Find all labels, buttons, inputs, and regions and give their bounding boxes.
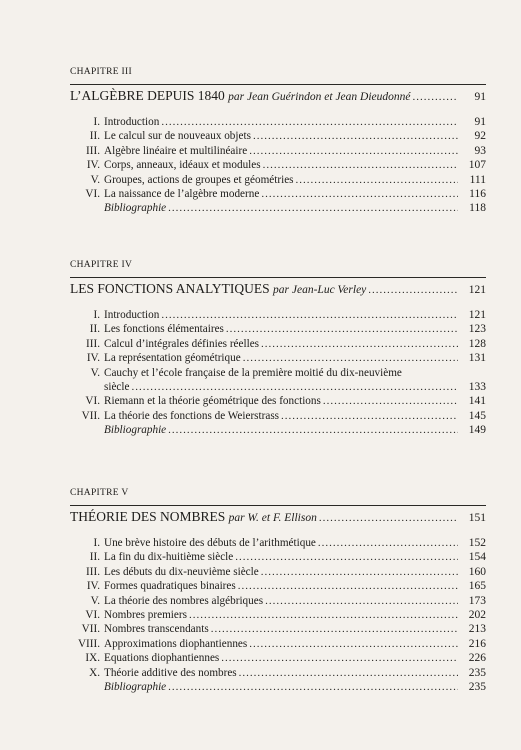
leader-dots [261,337,458,351]
section-page: 226 [468,652,486,665]
leader-dots [235,550,458,564]
section-entry [70,565,486,579]
chapter-page: 151 [468,512,486,524]
leader-dots [131,380,458,394]
section-number: V. [90,366,100,379]
section-entry-continued [70,380,486,394]
section-number: IV. [86,580,100,593]
section-page: 107 [468,159,486,172]
section-page: 145 [468,409,486,422]
section-page: 128 [468,337,486,350]
section-page: 173 [468,594,486,607]
section-number: VI. [85,188,100,201]
section-entry [70,173,486,187]
leader-dots [189,608,458,622]
section-title: Groupes, actions de groupes et géométries [104,173,294,186]
chapter-page: 121 [468,284,486,296]
section-title: Théorie additive des nombres [104,666,237,679]
leader-dots [261,565,458,579]
leader-dots [319,510,458,526]
leader-dots [161,308,458,322]
section-entry [70,608,486,622]
section-number: VI. [85,395,100,408]
leader-dots [296,173,458,187]
chapter-title-row [70,505,486,526]
section-entry [70,651,486,665]
leader-dots [368,282,458,298]
section-title: Nombres transcendants [104,623,209,636]
section-page: 133 [468,381,486,394]
section-title: La théorie des fonctions de Weierstrass [104,409,280,422]
chapter-label: CHAPITRE IV [70,260,133,270]
leader-dots [226,322,458,336]
chapter-title: L’ALGÈBRE DEPUIS 1840 [70,88,225,103]
section-entry [70,637,486,651]
section-title: La naissance de l’algèbre moderne [104,188,260,201]
chapter-authors: par Jean-Luc Verley [273,284,367,296]
section-entry [70,579,486,593]
section-entry [70,144,486,158]
leader-dots [253,129,458,143]
section-number: VI. [85,609,100,622]
section-entry [70,536,486,550]
section-title: Riemann et la théorie géométrique des fonctions [104,395,321,408]
section-number: VIII. [77,637,100,650]
leader-dots [168,680,458,694]
section-title: Bibliographie [104,202,167,215]
section-page: 149 [468,424,486,437]
leader-dots [265,594,458,608]
chapter-title-row [70,84,486,105]
section-entry [70,115,486,129]
section-number: II. [89,323,100,336]
chapter-5 [70,487,486,694]
leader-dots [161,115,458,129]
section-list [70,536,486,694]
section-number: I. [93,116,100,128]
section-page: 121 [468,309,486,321]
bibliography-entry [70,423,486,437]
section-title: Introduction [104,309,160,321]
section-page: 92 [474,130,486,143]
section-page: 154 [468,551,486,564]
chapter-title: LES FONCTIONS ANALYTIQUES [70,281,270,296]
leader-dots [239,666,458,680]
section-entry [70,322,486,336]
section-entry [70,550,486,564]
section-page: 131 [468,352,486,365]
section-page: 152 [468,537,486,549]
leader-dots [281,409,458,423]
section-number: IV. [86,159,100,172]
section-page: 165 [468,580,486,593]
section-title: Formes quadratiques binaires [104,580,236,593]
leader-dots [238,579,458,593]
section-entry [70,187,486,201]
section-page: 141 [468,395,486,408]
leader-dots [221,651,458,665]
leader-dots [249,637,458,651]
section-page: 116 [469,188,486,201]
section-title: Bibliographie [104,681,167,694]
section-entry [70,622,486,636]
section-page: 160 [468,565,486,578]
section-title: Calcul d’intégrales définies réelles [104,337,260,350]
section-entry [70,366,486,380]
section-title: Les fonctions élémentaires [104,323,224,336]
chapter-3 [70,66,486,216]
section-title: Corps, anneaux, idéaux et modules [104,159,261,172]
section-title: Equations diophantiennes [104,652,220,665]
section-title: Algèbre linéaire et multilinéaire [104,144,248,157]
section-entry [70,594,486,608]
section-page: 123 [468,323,486,336]
section-page: 111 [469,173,486,186]
leader-dots [318,536,458,550]
chapter-authors: par W. et F. Ellison [228,512,317,524]
leader-dots [249,144,458,158]
section-page: 216 [468,637,486,650]
chapter-4 [70,259,486,438]
section-number: IX. [85,652,100,665]
section-number: V. [90,173,100,186]
section-list [70,115,486,216]
section-page: 118 [469,202,486,215]
section-number: III. [86,144,100,157]
chapter-title: THÉORIE DES NOMBRES [70,509,226,524]
section-number: VII. [81,623,100,636]
section-page: 202 [468,609,486,622]
section-entry [70,666,486,680]
section-title: Nombres premiers [104,609,187,622]
leader-dots [261,187,458,201]
section-entry [70,351,486,365]
section-title-continued: siècle [104,381,130,394]
leader-dots [413,89,459,105]
section-list [70,308,486,438]
bibliography-entry [70,680,486,694]
leader-dots [168,201,458,215]
chapter-title-row [70,277,486,298]
leader-dots [243,351,458,365]
bibliography-entry [70,201,486,215]
section-entry [70,337,486,351]
leader-dots [211,622,458,636]
section-title: Bibliographie [104,424,167,437]
section-page: 91 [474,116,486,128]
section-title: Cauchy et l’école française de la première moitié du dix-neuvième [104,366,402,379]
section-page: 213 [468,623,486,636]
section-title: Introduction [104,116,160,128]
section-entry [70,129,486,143]
section-number: II. [89,551,100,564]
section-title: Approximations diophantiennes [104,637,248,650]
section-number: I. [93,537,100,549]
leader-dots [323,394,458,408]
section-number: VII. [81,409,100,422]
section-entry [70,394,486,408]
section-number: IV. [86,352,100,365]
section-number: II. [89,130,100,143]
section-title: La fin du dix-huitième siècle [104,551,234,564]
section-title: Les débuts du dix-neuvième siècle [104,565,259,578]
leader-dots [168,423,458,437]
section-page: 235 [468,681,486,694]
section-page: 235 [468,666,486,679]
section-entry [70,409,486,423]
section-entry [70,158,486,172]
leader-dots [263,158,458,172]
chapter-label: CHAPITRE V [70,488,129,498]
section-number: III. [86,565,100,578]
section-title: Une brève histoire des débuts de l’arithmétique [104,537,316,549]
section-page: 93 [474,144,486,157]
chapter-authors: par Jean Guérindon et Jean Dieudonné [228,91,411,103]
section-number: I. [93,309,100,321]
section-number: III. [86,337,100,350]
chapter-page: 91 [474,91,486,103]
section-title: La représentation géométrique [104,352,241,365]
section-entry [70,308,486,322]
section-number: V. [90,594,100,607]
section-title: Le calcul sur de nouveaux objets [104,130,251,143]
section-number: X. [89,666,100,679]
section-title: La théorie des nombres algébriques [104,594,264,607]
chapter-label: CHAPITRE III [70,67,132,77]
